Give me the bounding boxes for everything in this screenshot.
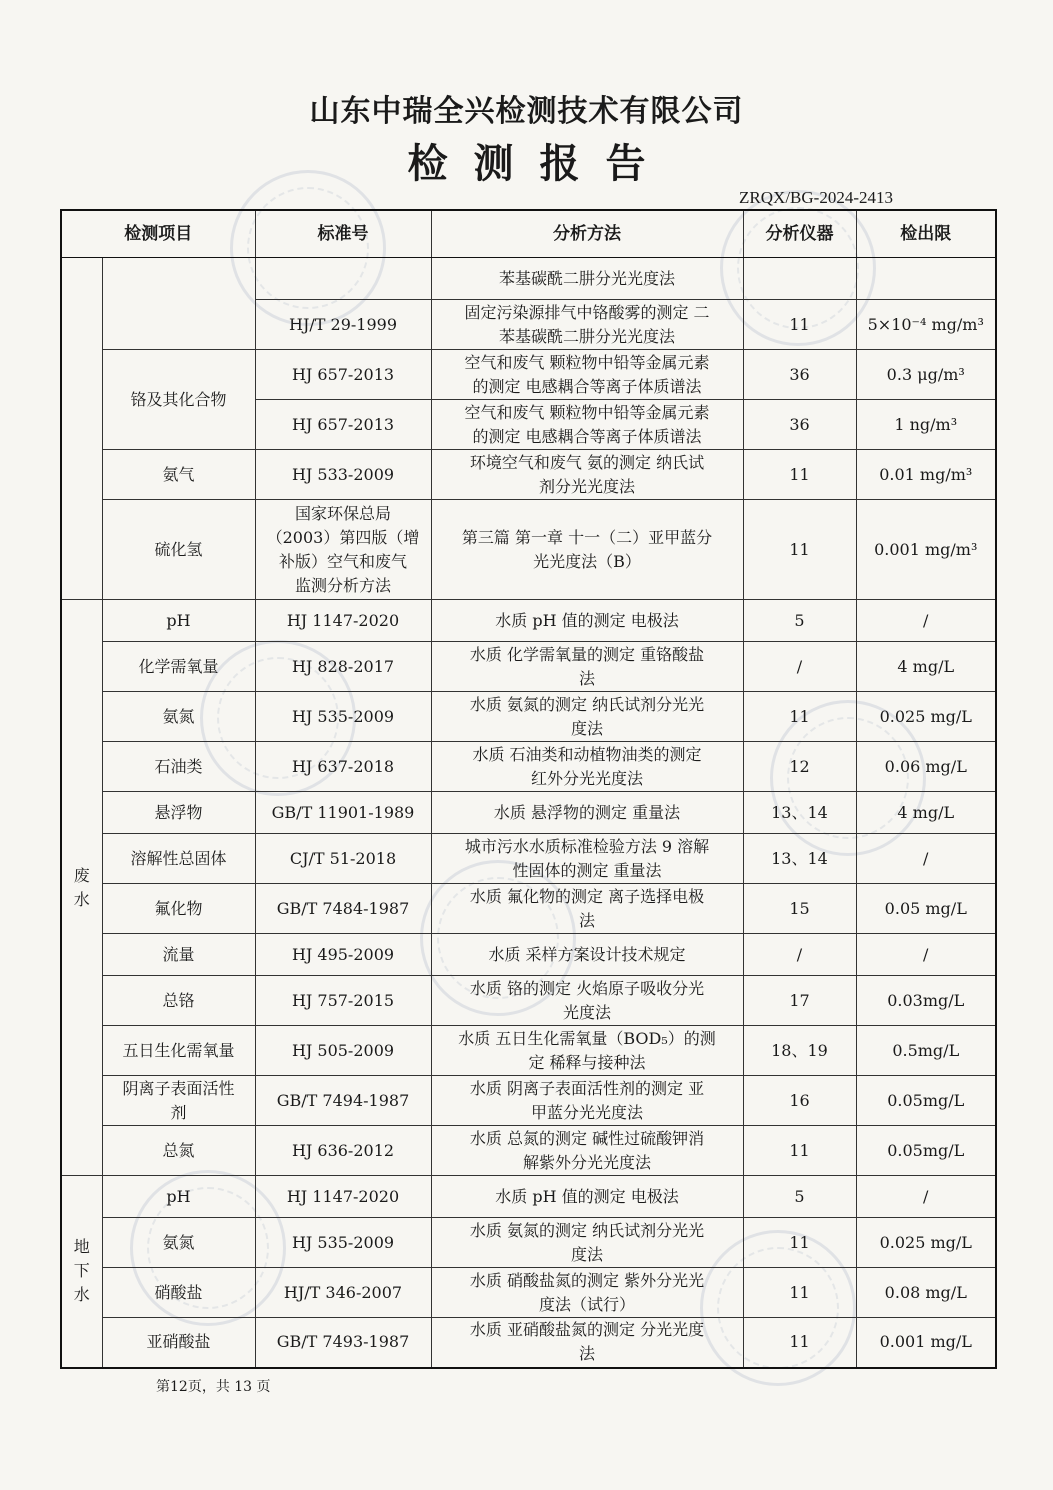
instrument-cell: / — [743, 642, 856, 692]
category-cell — [61, 600, 102, 1176]
cell-line: 水质 氨氮的测定 纳氏试剂分光光 — [469, 1220, 705, 1240]
item-cell: 氨氮 — [102, 692, 255, 742]
item-cell: 硝酸盐 — [102, 1268, 255, 1318]
limit-cell: 0.08 mg/L — [856, 1268, 996, 1318]
report-title: 检测报告 — [407, 141, 672, 187]
table-row — [61, 600, 996, 642]
instrument-cell: 13、14 — [743, 834, 856, 884]
instrument-cell: 13、14 — [743, 792, 856, 834]
limit-cell: 0.06 mg/L — [856, 742, 996, 792]
instrument-cell: 16 — [743, 1076, 856, 1126]
table-row — [61, 642, 996, 692]
cell-line: 剂分光光度法 — [538, 476, 635, 496]
cell-line: 苯基碳酰二肼分光光度法 — [498, 326, 675, 346]
cell-line: 水质 pH 值的测定 电极法 — [495, 1186, 679, 1206]
limit-cell: / — [856, 600, 996, 642]
column-header: 分析方法 — [431, 210, 743, 258]
item-cell: 总氮 — [102, 1126, 255, 1176]
instrument-cell: 5 — [743, 1176, 856, 1218]
cell-line: 解紫外分光光度法 — [522, 1152, 651, 1172]
limit-cell: 0.3 μg/m³ — [856, 350, 996, 400]
item-cell: pH — [102, 1176, 255, 1218]
cell-line: 的测定 电感耦合等离子体质谱法 — [472, 426, 702, 446]
cell-line: 补版）空气和废气 — [278, 551, 407, 571]
limit-cell: / — [856, 1176, 996, 1218]
cell-line: 空气和废气 颗粒物中铅等金属元素 — [464, 402, 710, 422]
cell-line: 水质 石油类和动植物油类的测定 — [472, 744, 702, 764]
cell-line: 法 — [578, 668, 595, 688]
method-cell — [431, 884, 743, 934]
standard-cell: HJ 535-2009 — [255, 692, 431, 742]
cell-line: 法 — [578, 1344, 595, 1364]
cell-line: 的测定 电感耦合等离子体质谱法 — [472, 376, 702, 396]
cell-line: 水质 总氮的测定 碱性过硫酸钾消 — [469, 1128, 705, 1148]
standard-cell: HJ 533-2009 — [255, 450, 431, 500]
cell-line: （2003）第四版（增 — [266, 527, 420, 547]
table-row — [61, 1218, 996, 1268]
table-row — [61, 450, 996, 500]
cell-line: 水质 阴离子表面活性剂的测定 亚 — [469, 1078, 705, 1098]
method-cell — [431, 1176, 743, 1218]
instrument-cell: 11 — [743, 1318, 856, 1368]
item-cell: 化学需氧量 — [102, 642, 255, 692]
standard-cell — [255, 258, 431, 300]
cell-line: 空气和废气 颗粒物中铅等金属元素 — [464, 352, 710, 372]
category-char: 废 — [73, 865, 90, 885]
method-cell — [431, 300, 743, 350]
standard-cell: HJ 636-2012 — [255, 1126, 431, 1176]
item-cell — [102, 258, 255, 350]
limit-cell: 0.5mg/L — [856, 1026, 996, 1076]
instrument-cell — [743, 258, 856, 300]
method-cell — [431, 792, 743, 834]
category-cell — [61, 258, 102, 600]
cell-line: 阴离子表面活性 — [122, 1078, 235, 1098]
item-cell: 氟化物 — [102, 884, 255, 934]
limit-cell: 0.05mg/L — [856, 1076, 996, 1126]
cell-line: 水质 氟化物的测定 离子选择电极 — [469, 886, 705, 906]
method-cell — [431, 500, 743, 600]
instrument-cell: 18、19 — [743, 1026, 856, 1076]
method-cell — [431, 1318, 743, 1368]
instrument-cell: 36 — [743, 400, 856, 450]
cell-line: 定 稀释与接种法 — [528, 1052, 646, 1072]
instrument-cell: 36 — [743, 350, 856, 400]
cell-line: 性固体的测定 重量法 — [512, 860, 662, 880]
column-header: 分析仪器 — [743, 210, 856, 258]
instrument-cell: 17 — [743, 976, 856, 1026]
item-cell — [102, 1076, 255, 1126]
limit-cell — [856, 258, 996, 300]
cell-line: 环境空气和废气 氨的测定 纳氏试 — [469, 452, 705, 472]
item-cell: pH — [102, 600, 255, 642]
item-cell: 亚硝酸盐 — [102, 1318, 255, 1368]
limit-cell: 0.025 mg/L — [856, 692, 996, 742]
table-row — [61, 884, 996, 934]
cell-line: 国家环保总局 — [294, 503, 391, 523]
limit-cell: 1 ng/m³ — [856, 400, 996, 450]
method-cell — [431, 934, 743, 976]
standard-cell: HJ 1147-2020 — [255, 1176, 431, 1218]
method-cell — [431, 1268, 743, 1318]
cell-line: 法 — [578, 910, 595, 930]
cell-line: 红外分光光度法 — [530, 768, 643, 788]
table-header-row — [61, 210, 996, 258]
item-cell: 流量 — [102, 934, 255, 976]
instrument-cell: 11 — [743, 692, 856, 742]
item-cell: 悬浮物 — [102, 792, 255, 834]
limit-cell: 5×10⁻⁴ mg/m³ — [856, 300, 996, 350]
instrument-cell: 12 — [743, 742, 856, 792]
category-char: 水 — [73, 889, 90, 909]
method-cell — [431, 834, 743, 884]
instrument-cell: 11 — [743, 1126, 856, 1176]
table-row — [61, 934, 996, 976]
limit-cell: / — [856, 934, 996, 976]
standard-cell: GB/T 7493-1987 — [255, 1318, 431, 1368]
standard-cell: HJ 505-2009 — [255, 1026, 431, 1076]
method-cell — [431, 742, 743, 792]
detection-method-table — [60, 209, 997, 1369]
item-cell: 氨气 — [102, 450, 255, 500]
page-footer: 第12页，共 13 页 — [156, 1379, 271, 1395]
cell-line: 水质 化学需氧量的测定 重铬酸盐 — [469, 644, 705, 664]
table-row — [61, 976, 996, 1026]
category-char: 下 — [73, 1261, 90, 1281]
limit-cell: 0.05mg/L — [856, 1126, 996, 1176]
method-cell — [431, 400, 743, 450]
cell-line: 剂 — [170, 1102, 187, 1122]
standard-cell — [255, 500, 431, 600]
limit-cell: 0.03mg/L — [856, 976, 996, 1026]
item-cell: 石油类 — [102, 742, 255, 792]
instrument-cell: 11 — [743, 500, 856, 600]
method-cell — [431, 1026, 743, 1076]
limit-cell: 4 mg/L — [856, 792, 996, 834]
cell-line: 水质 悬浮物的测定 重量法 — [493, 802, 681, 822]
table-row — [61, 258, 996, 300]
cell-line: 水质 铬的测定 火焰原子吸收分光 — [469, 978, 705, 998]
method-cell — [431, 258, 743, 300]
limit-cell: 0.001 mg/L — [856, 1318, 996, 1368]
instrument-cell: 11 — [743, 1218, 856, 1268]
instrument-cell: 11 — [743, 300, 856, 350]
table-row — [61, 692, 996, 742]
standard-cell: GB/T 7484-1987 — [255, 884, 431, 934]
instrument-cell: 15 — [743, 884, 856, 934]
item-cell: 五日生化需氧量 — [102, 1026, 255, 1076]
instrument-cell: / — [743, 934, 856, 976]
method-cell — [431, 350, 743, 400]
company-name: 山东中瑞全兴检测技术有限公司 — [309, 94, 744, 129]
cell-line: 光光度法（B） — [533, 551, 641, 571]
cell-line: 度法 — [570, 718, 603, 738]
standard-cell: HJ 535-2009 — [255, 1218, 431, 1268]
standard-cell: HJ 757-2015 — [255, 976, 431, 1026]
item-cell: 总铬 — [102, 976, 255, 1026]
method-cell — [431, 600, 743, 642]
cell-line: 水质 硝酸盐氮的测定 紫外分光光 — [469, 1270, 705, 1290]
standard-cell: HJ 637-2018 — [255, 742, 431, 792]
column-header: 检出限 — [856, 210, 996, 258]
limit-cell: 0.025 mg/L — [856, 1218, 996, 1268]
cell-line: 度法 — [570, 1244, 603, 1264]
category-char: 地 — [73, 1237, 90, 1257]
table-row — [61, 1318, 996, 1368]
table-row — [61, 1026, 996, 1076]
instrument-cell: 5 — [743, 600, 856, 642]
table-row — [61, 1076, 996, 1126]
cell-line: 苯基碳酰二肼分光光度法 — [498, 268, 675, 288]
method-cell — [431, 642, 743, 692]
cell-line: 水质 pH 值的测定 电极法 — [495, 610, 679, 630]
standard-cell: HJ 657-2013 — [255, 400, 431, 450]
limit-cell: 0.01 mg/m³ — [856, 450, 996, 500]
table-row — [61, 500, 996, 600]
cell-line: 固定污染源排气中铬酸雾的测定 二 — [464, 302, 710, 322]
method-cell — [431, 976, 743, 1026]
cell-line: 甲蓝分光光度法 — [530, 1102, 643, 1122]
limit-cell: / — [856, 834, 996, 884]
standard-cell: GB/T 7494-1987 — [255, 1076, 431, 1126]
instrument-cell: 11 — [743, 1268, 856, 1318]
table-row — [61, 834, 996, 884]
standard-cell: HJ 1147-2020 — [255, 600, 431, 642]
cell-line: 水质 亚硝酸盐氮的测定 分光光度 — [469, 1320, 705, 1340]
limit-cell: 4 mg/L — [856, 642, 996, 692]
cell-line: 第三篇 第一章 十一（二）亚甲蓝分 — [461, 527, 713, 547]
method-cell — [431, 450, 743, 500]
standard-cell: HJ 495-2009 — [255, 934, 431, 976]
category-cell — [61, 1176, 102, 1368]
table-row — [61, 1268, 996, 1318]
item-cell: 硫化氢 — [102, 500, 255, 600]
table-row — [61, 1176, 996, 1218]
instrument-cell: 11 — [743, 450, 856, 500]
item-cell: 铬及其化合物 — [102, 350, 255, 450]
cell-line: 水质 氨氮的测定 纳氏试剂分光光 — [469, 694, 705, 714]
method-cell — [431, 1076, 743, 1126]
column-header: 检测项目 — [61, 210, 255, 258]
report-number: ZRQX/BG-2024-2413 — [739, 188, 893, 207]
table-row — [61, 1126, 996, 1176]
standard-cell: CJ/T 51-2018 — [255, 834, 431, 884]
cell-line: 监测分析方法 — [294, 575, 391, 595]
standard-cell: GB/T 11901-1989 — [255, 792, 431, 834]
item-cell: 溶解性总固体 — [102, 834, 255, 884]
column-header: 标准号 — [255, 210, 431, 258]
standard-cell: HJ/T 346-2007 — [255, 1268, 431, 1318]
standard-cell: HJ 828-2017 — [255, 642, 431, 692]
standard-cell: HJ/T 29-1999 — [255, 300, 431, 350]
cell-line: 城市污水水质标准检验方法 9 溶解 — [464, 836, 710, 856]
method-cell — [431, 1126, 743, 1176]
method-cell — [431, 692, 743, 742]
cell-line: 光度法 — [562, 1002, 611, 1022]
table-row — [61, 792, 996, 834]
item-cell: 氨氮 — [102, 1218, 255, 1268]
table-row — [61, 742, 996, 792]
cell-line: 水质 五日生化需氧量（BOD₅）的测 — [458, 1028, 716, 1048]
table-row — [61, 350, 996, 400]
category-char: 水 — [73, 1285, 90, 1305]
method-cell — [431, 1218, 743, 1268]
cell-line: 水质 采样方案设计技术规定 — [488, 944, 686, 964]
standard-cell: HJ 657-2013 — [255, 350, 431, 400]
limit-cell: 0.05 mg/L — [856, 884, 996, 934]
cell-line: 度法（试行） — [538, 1294, 635, 1314]
limit-cell: 0.001 mg/m³ — [856, 500, 996, 600]
